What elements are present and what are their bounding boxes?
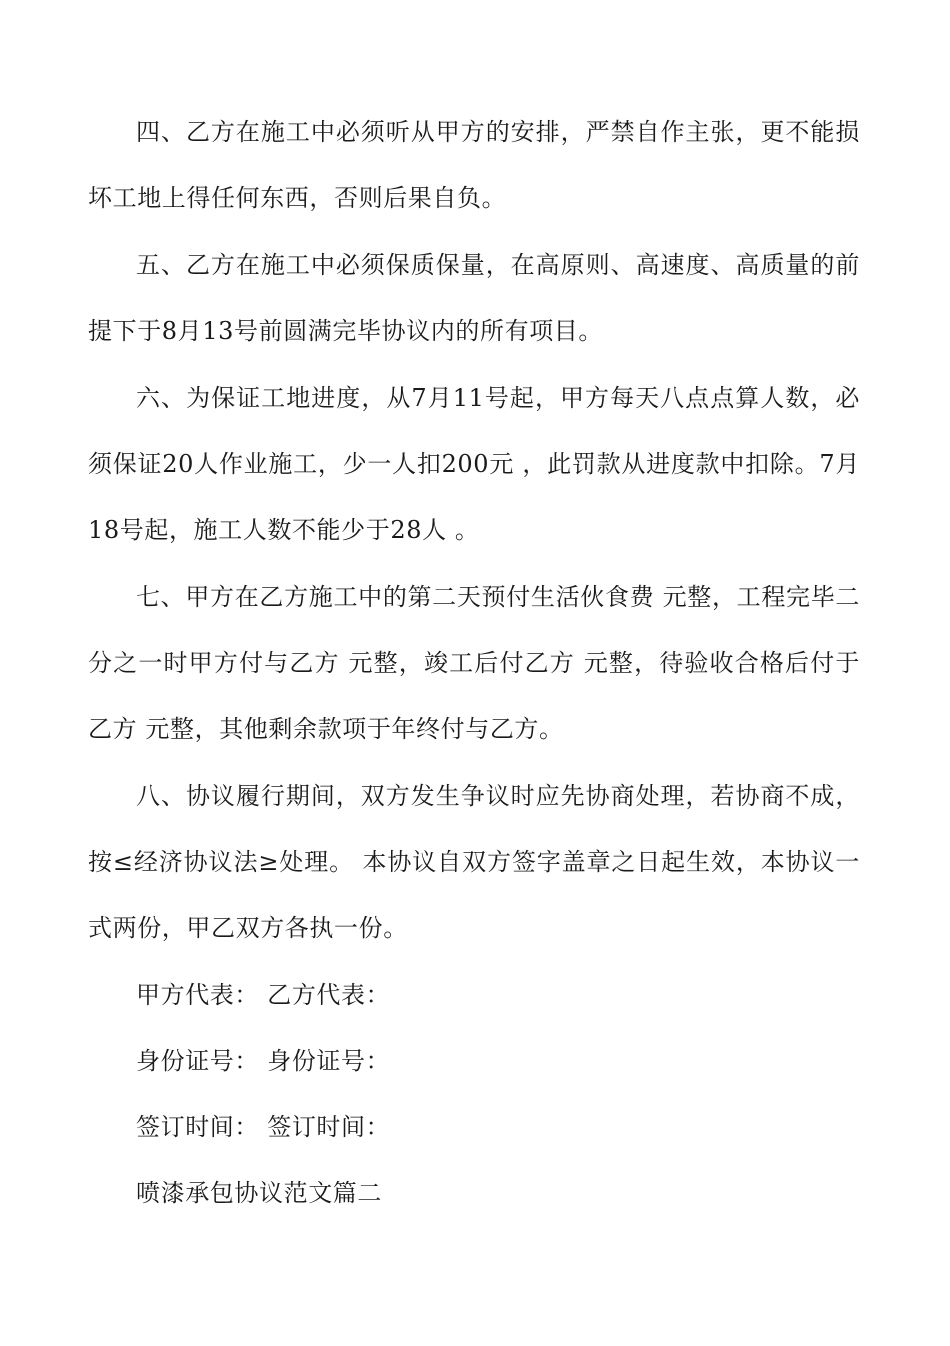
clause-8	[0, 763, 950, 961]
representatives-line: 甲方代表： 乙方代表：	[136, 981, 391, 1009]
clause-5	[0, 232, 950, 364]
id-number-line: 身份证号： 身份证号：	[136, 1047, 391, 1075]
clause-5-text: 五、乙方在施工中必须保质保量，在高原则、高速度、高质量的前提下于8月13号前圆满完毕协议内的所有项目。	[88, 251, 860, 345]
signature-dates	[0, 1094, 950, 1160]
clause-4	[0, 99, 950, 231]
clause-6	[0, 365, 950, 563]
sign-date-line: 签订时间： 签订时间：	[136, 1113, 391, 1141]
clause-6-text: 六、为保证工地进度，从7月11号起，甲方每天八点点算人数，必须保证20人作业施工，少一人扣200元 ，此罚款从进度款中扣除。7月18号起，施工人数不能少于28人 。	[88, 384, 860, 544]
clause-4-text: 四、乙方在施工中必须听从甲方的安排，严禁自作主张，更不能损坏工地上得任何东西，否则后果自负。	[88, 118, 860, 212]
signature-id-numbers	[0, 1028, 950, 1094]
clause-7-text: 七、甲方在乙方施工中的第二天预付生活伙食费 元整，工程完毕二分之一时甲方付与乙方 元整，竣工后付乙方 元整，待验收合格后付于乙方 元整，其他剩余款项于年终付与乙方。	[88, 583, 860, 743]
clause-7	[0, 564, 950, 762]
clause-8-text: 八、协议履行期间，双方发生争议时应先协商处理，若协商不成，按≤经济协议法≥处理。 本协议自双方签字盖章之日起生效，本协议一式两份，甲乙双方各执一份。	[88, 782, 860, 942]
signature-representatives	[0, 962, 950, 1028]
next-section	[0, 1160, 950, 1226]
next-section-title: 喷漆承包协议范文篇二	[136, 1179, 382, 1207]
